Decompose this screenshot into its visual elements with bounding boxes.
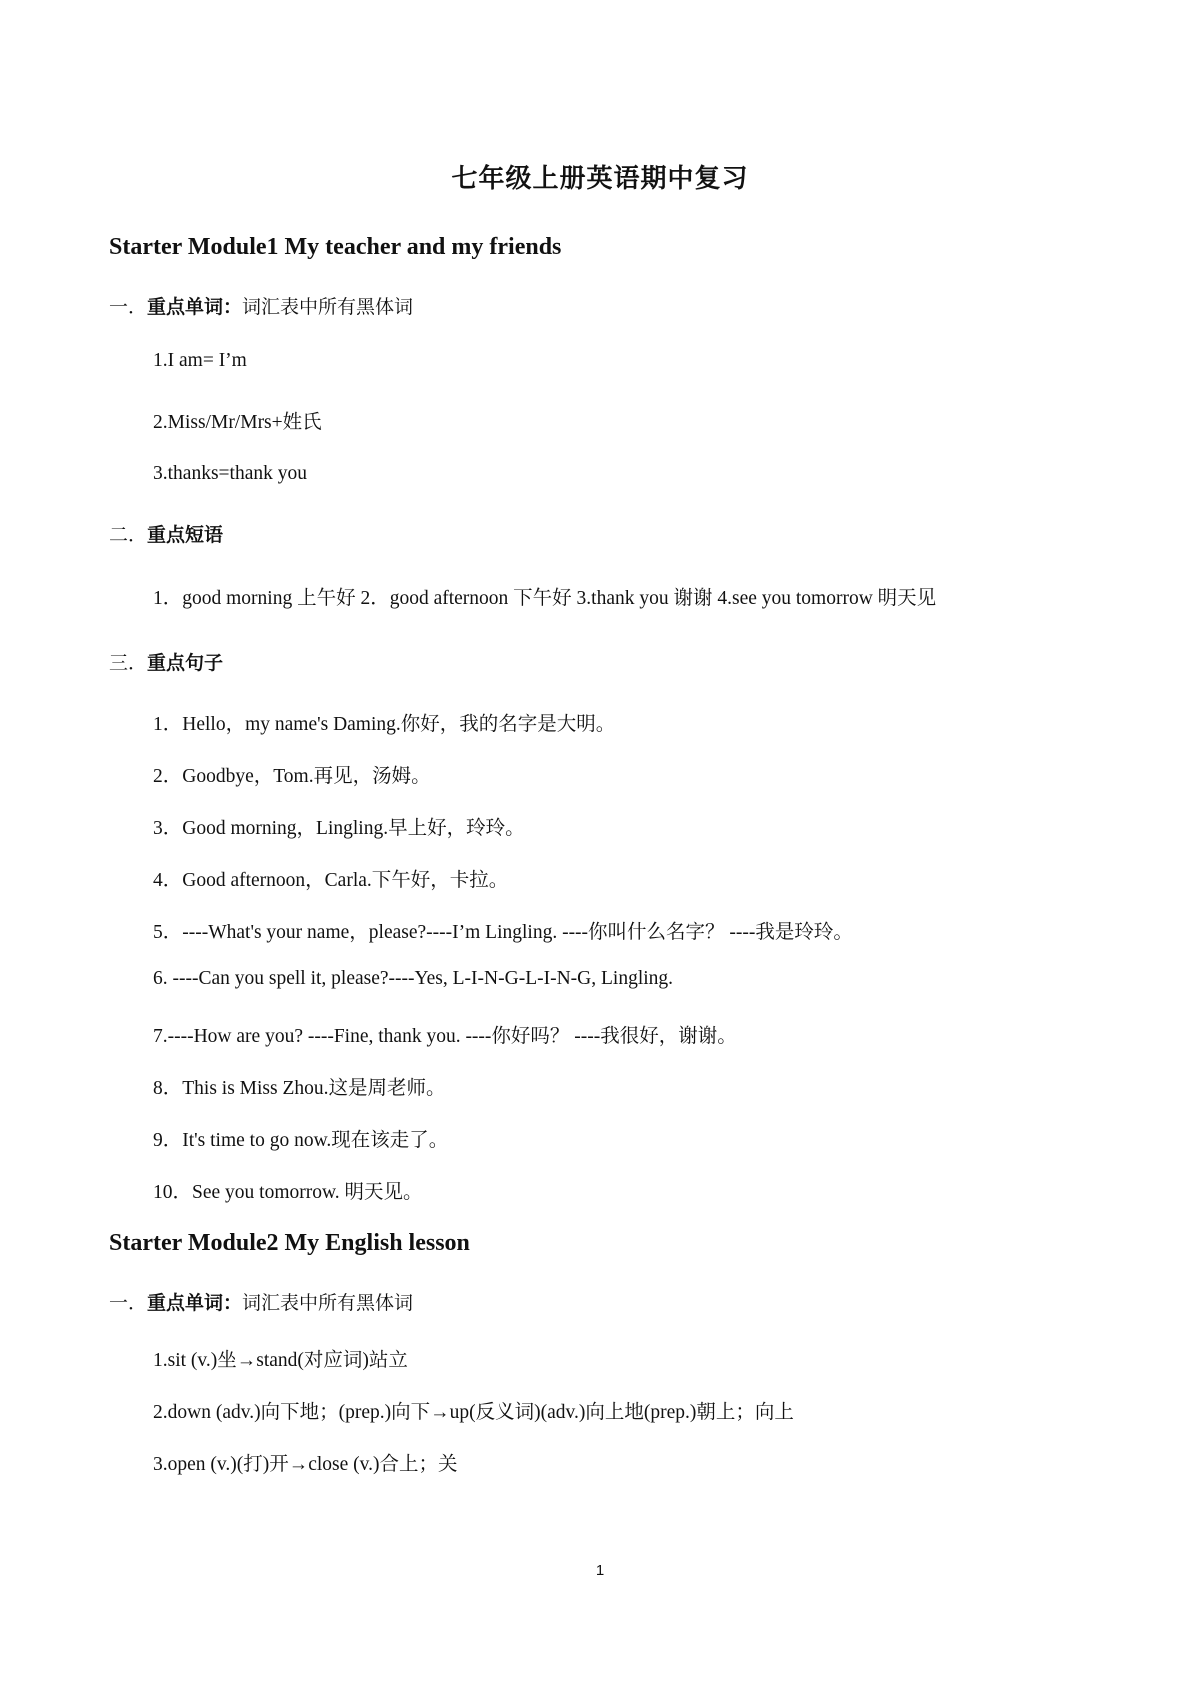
module1-sentence-8: 8．This is Miss Zhou.这是周老师。 [153,1078,446,1099]
module2-word-item-3: 3.open (v.)(打)开→close (v.)合上；关 [153,1454,458,1475]
module1-word-item-2: 2.Miss/Mr/Mrs+姓氏 [153,412,322,433]
document-title: 七年级上册英语期中复习 [451,164,749,194]
module1-sentence-2: 2．Goodbye，Tom.再见，汤姆。 [153,766,431,787]
module1-sentence-6: 6. ----Can you spell it, please?----Yes, L-I-N-G-L-I-N-G, Lingling. [153,968,674,989]
module1-sentence-9: 9．It's time to go now.现在该走了。 [153,1130,449,1151]
section-bold-label: 重点句子 [147,652,224,674]
module1-title: Starter Module1 My teacher and my friends [109,234,562,260]
module2-title: Starter Module2 My English lesson [109,1230,470,1256]
module1-section2-heading [109,520,223,547]
module2-word-item-1: 1.sit (v.)坐→stand(对应词)站立 [153,1350,408,1371]
module1-word-item-3: 3.thanks=thank you [153,463,307,484]
module2-section1-heading [109,1288,413,1315]
section-number: 二． [109,524,148,546]
module1-section1-heading [109,292,413,319]
module1-phrase-line: 1．good morning 上午好 2．good afternoon 下午好 3.thank you 谢谢 4.see you tomorrow 明天见 [153,588,937,609]
section-number: 三． [109,652,148,674]
section-description: 词汇表中所有黑体词 [242,296,414,318]
section-bold-label: 重点单词： [147,1292,243,1314]
module2-word-item-2: 2.down (adv.)向下地；(prep.)向下→up(反义词)(adv.)向上地(prep.)朝上；向上 [153,1402,794,1423]
module1-sentence-1: 1．Hello，my name's Daming.你好，我的名字是大明。 [153,714,616,735]
module1-section3-heading [109,648,223,675]
module1-sentence-7: 7.----How are you? ----Fine, thank you. ----你好吗？ ----我很好，谢谢。 [153,1026,737,1047]
section-number: 一． [109,296,148,318]
module1-sentence-10: 10．See you tomorrow. 明天见。 [153,1182,423,1203]
section-bold-label: 重点短语 [147,524,224,546]
section-bold-label: 重点单词： [147,296,243,318]
module1-sentence-4: 4．Good afternoon，Carla.下午好，卡拉。 [153,870,509,891]
module1-sentence-3: 3．Good morning，Lingling.早上好，玲玲。 [153,818,525,839]
module1-word-item-1: 1.I am= I’m [153,350,247,371]
page-number: 1 [595,1562,605,1579]
section-number: 一． [109,1292,148,1314]
module1-sentence-5: 5．----What's your name，please?----I’m Lingling. ----你叫什么名字？ ----我是玲玲。 [153,922,853,943]
section-description: 词汇表中所有黑体词 [242,1292,414,1314]
